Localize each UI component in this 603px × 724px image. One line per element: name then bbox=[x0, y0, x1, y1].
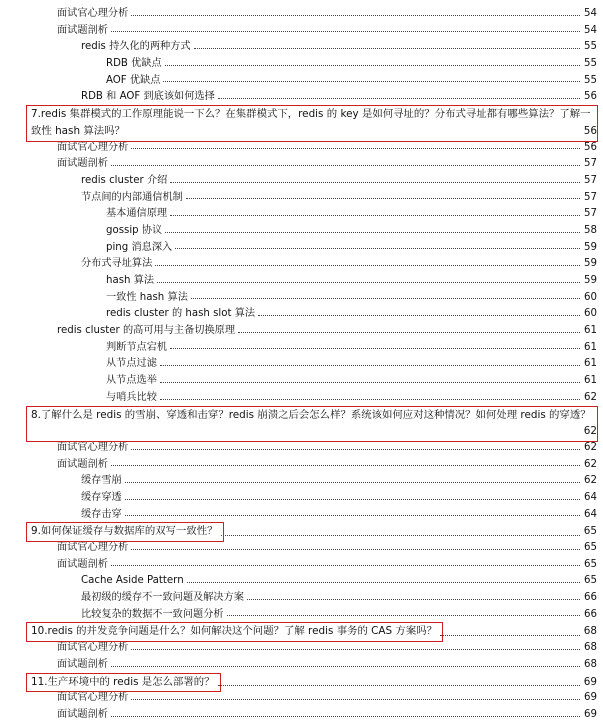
toc-entry-title: 面试题剖析 bbox=[57, 458, 108, 470]
toc-page-number: 60 bbox=[584, 291, 597, 303]
toc-page-number: 62 bbox=[584, 458, 597, 470]
toc-page-number: 59 bbox=[584, 241, 597, 253]
toc-entry-title: 面试题剖析 bbox=[57, 558, 108, 570]
toc-entry[interactable] bbox=[0, 323, 603, 340]
toc-entry-title: 面试题剖析 bbox=[57, 708, 108, 720]
dot-leader bbox=[170, 182, 580, 183]
toc-entry[interactable] bbox=[0, 6, 603, 23]
dot-leader bbox=[163, 81, 580, 82]
dot-leader bbox=[111, 165, 580, 166]
toc-page-number: 57 bbox=[584, 174, 597, 186]
dot-leader bbox=[125, 482, 580, 483]
dot-leader bbox=[125, 515, 580, 516]
toc-entry-title: redis cluster 的 hash slot 算法 bbox=[106, 308, 256, 320]
toc-entry[interactable] bbox=[0, 73, 603, 90]
toc-entry-title: 10.redis 的并发竞争问题是什么？如何解决这个问题？了解 redis 事务的 CAS 方案吗？ bbox=[31, 625, 437, 638]
dot-leader bbox=[131, 148, 580, 149]
toc-entry-title: 面试题剖析 bbox=[57, 658, 108, 670]
toc-page-number: 68 bbox=[584, 642, 597, 654]
toc-entry-title: 一致性 hash 算法 bbox=[106, 291, 188, 303]
toc-page-number: 55 bbox=[584, 74, 597, 86]
toc-entry[interactable] bbox=[0, 190, 603, 207]
toc-entry[interactable] bbox=[0, 173, 603, 190]
toc-page-number: 61 bbox=[584, 341, 597, 353]
toc-entry-title: 判断节点宕机 bbox=[106, 341, 168, 353]
toc-entry[interactable] bbox=[0, 640, 603, 657]
toc-entry-title: hash 算法 bbox=[106, 275, 155, 287]
toc-entry[interactable] bbox=[0, 56, 603, 73]
toc-page-number: 54 bbox=[584, 24, 597, 36]
toc-entry-title: redis cluster 的高可用与主备切换原理 bbox=[57, 325, 236, 337]
toc-entry[interactable] bbox=[0, 23, 603, 40]
toc-question-heading[interactable] bbox=[0, 523, 603, 540]
dot-leader bbox=[170, 348, 580, 349]
toc-page-number: 68 bbox=[584, 658, 597, 670]
dot-leader bbox=[160, 399, 580, 400]
toc-page-number: 66 bbox=[584, 608, 597, 620]
toc-entry[interactable] bbox=[0, 507, 603, 524]
toc-entry-title: 最初级的缓存不一致问题及解决方案 bbox=[81, 592, 244, 604]
toc-page-number: 57 bbox=[584, 191, 597, 203]
dot-leader bbox=[247, 599, 580, 600]
toc-entry-title: redis 持久化的两种方式 bbox=[81, 41, 191, 53]
toc-page-number: 59 bbox=[584, 275, 597, 287]
toc-page-number: 60 bbox=[584, 308, 597, 320]
toc-entry-title: 面试官心理分析 bbox=[57, 692, 129, 704]
toc-page-number: 65 bbox=[584, 558, 597, 570]
toc-page-number: 62 bbox=[584, 441, 597, 453]
toc-entry-title: 面试题剖析 bbox=[57, 158, 108, 170]
dot-leader bbox=[165, 65, 580, 66]
toc-entry[interactable] bbox=[0, 457, 603, 474]
toc-question-heading[interactable] bbox=[0, 623, 603, 640]
toc-page-number: 57 bbox=[584, 158, 597, 170]
toc-entry[interactable] bbox=[0, 240, 603, 257]
toc-page-number: 61 bbox=[584, 375, 597, 387]
toc-entry-title: 面试官心理分析 bbox=[57, 8, 129, 19]
dot-leader bbox=[218, 98, 580, 99]
toc-page-number: 62 bbox=[584, 475, 597, 487]
toc-entry[interactable] bbox=[0, 557, 603, 574]
toc-entry[interactable] bbox=[0, 690, 603, 707]
toc-page-number: 64 bbox=[584, 491, 597, 503]
toc-entry[interactable] bbox=[0, 89, 603, 106]
dot-leader bbox=[186, 198, 580, 199]
dot-leader bbox=[187, 582, 580, 583]
toc-entry-title: 面试官心理分析 bbox=[57, 642, 129, 654]
toc-entry-title: ping 消息深入 bbox=[106, 241, 173, 253]
toc-page-number: 62 bbox=[584, 391, 597, 403]
toc-page-number: 66 bbox=[584, 592, 597, 604]
dot-leader bbox=[218, 685, 580, 686]
dot-leader bbox=[111, 31, 580, 32]
toc-entry-title: 分布式寻址算法 bbox=[81, 258, 153, 270]
toc-entry[interactable] bbox=[0, 39, 603, 56]
toc-entry[interactable] bbox=[0, 657, 603, 674]
toc-entry[interactable] bbox=[0, 707, 603, 724]
toc-page-number: 57 bbox=[584, 208, 597, 220]
toc-entry-title: 节点间的内部通信机制 bbox=[81, 191, 183, 203]
dot-leader bbox=[111, 716, 580, 717]
dot-leader bbox=[111, 666, 580, 667]
toc-page-number: 54 bbox=[584, 8, 597, 19]
dot-leader bbox=[111, 465, 580, 466]
toc-entry[interactable] bbox=[0, 273, 603, 290]
toc-page-number: 65 bbox=[583, 525, 597, 538]
dot-leader bbox=[258, 315, 580, 316]
toc-entry-title: 7.redis 集群模式的工作原理能说一下么？在集群模式下，redis 的 key 是如何寻址的？分布式寻址都有哪些算法？了解一致性 hash 算法吗？ bbox=[31, 108, 591, 137]
toc-page-number: 61 bbox=[584, 325, 597, 337]
toc-entry-title: 11.生产环境中的 redis 是怎么部署的？ bbox=[31, 675, 215, 688]
toc-entry[interactable] bbox=[0, 440, 603, 457]
toc-entry-title: 比较复杂的数据不一致问题分析 bbox=[81, 608, 224, 620]
toc-entry-title: 8.了解什么是 redis 的雪崩、穿透和击穿？redis 崩溃之后会怎么样？系统该如何应对这种情况？如何处理 redis 的穿透？ bbox=[31, 408, 591, 421]
dot-leader bbox=[131, 699, 580, 700]
toc-page-number: 59 bbox=[584, 258, 597, 270]
dot-leader bbox=[165, 232, 580, 233]
toc-entry-title: 面试官心理分析 bbox=[57, 141, 129, 153]
toc-entry-title: AOF 优缺点 bbox=[106, 74, 161, 86]
toc-entry[interactable] bbox=[0, 340, 603, 357]
toc-entry[interactable] bbox=[0, 573, 603, 590]
dot-leader bbox=[155, 265, 580, 266]
toc-entry[interactable] bbox=[0, 156, 603, 173]
dot-leader bbox=[194, 48, 580, 49]
dot-leader bbox=[131, 549, 580, 550]
toc-entry-title: 从节点选举 bbox=[106, 375, 157, 387]
toc-entry-title: 与哨兵比较 bbox=[106, 391, 157, 403]
toc-page-number: 69 bbox=[583, 675, 597, 688]
toc-question-heading[interactable] bbox=[0, 674, 603, 691]
toc-entry-title: 从节点过滤 bbox=[106, 358, 157, 370]
toc-entry-title: 9.如何保证缓存与数据库的双写一致性？ bbox=[31, 525, 218, 538]
toc-entry[interactable] bbox=[0, 373, 603, 390]
dot-leader bbox=[238, 332, 580, 333]
toc-entry[interactable] bbox=[0, 256, 603, 273]
toc-entry-title: RDB 优缺点 bbox=[106, 58, 162, 70]
toc-entry[interactable] bbox=[0, 356, 603, 373]
toc-entry-title: 缓存击穿 bbox=[81, 508, 122, 520]
toc-entry[interactable] bbox=[0, 223, 603, 240]
toc-page-number: 61 bbox=[584, 358, 597, 370]
toc-entry[interactable] bbox=[0, 473, 603, 490]
dot-leader bbox=[160, 382, 580, 383]
dot-leader bbox=[160, 365, 580, 366]
toc-page-number: 65 bbox=[584, 575, 597, 587]
toc-page-number: 56 bbox=[584, 141, 597, 153]
toc-page-number: 55 bbox=[584, 58, 597, 70]
toc-page-number: 64 bbox=[584, 508, 597, 520]
toc-entry-title: RDB 和 AOF 到底该如何选择 bbox=[81, 91, 215, 103]
toc-page-number: 65 bbox=[584, 542, 597, 554]
toc-entry-title: 面试官心理分析 bbox=[57, 441, 129, 453]
toc-question-heading[interactable] bbox=[0, 407, 603, 440]
toc-entry[interactable] bbox=[0, 206, 603, 223]
dot-leader bbox=[227, 615, 580, 616]
toc-entry-title: 缓存穿透 bbox=[81, 491, 122, 503]
toc-entry[interactable] bbox=[0, 290, 603, 307]
dot-leader bbox=[170, 215, 580, 216]
toc-page-number: 58 bbox=[584, 224, 597, 236]
dot-leader bbox=[191, 298, 580, 299]
toc-entry[interactable] bbox=[0, 590, 603, 607]
dot-leader bbox=[111, 565, 580, 566]
dot-leader bbox=[221, 535, 580, 536]
toc-entry[interactable] bbox=[0, 607, 603, 624]
toc-page-number: 62 bbox=[583, 425, 597, 438]
dot-leader bbox=[131, 449, 580, 450]
toc-page-number: 69 bbox=[584, 708, 597, 720]
dot-leader bbox=[131, 649, 580, 650]
toc-entry[interactable] bbox=[0, 306, 603, 323]
dot-leader bbox=[440, 635, 580, 636]
toc-entry[interactable] bbox=[0, 540, 603, 557]
dot-leader bbox=[157, 282, 580, 283]
toc-entry[interactable] bbox=[0, 490, 603, 507]
dot-leader bbox=[175, 248, 580, 249]
toc-entry-title: Cache Aside Pattern bbox=[81, 575, 184, 587]
dot-leader bbox=[125, 499, 580, 500]
toc-page-number: 55 bbox=[584, 41, 597, 53]
toc-page-number: 56 bbox=[583, 124, 597, 137]
dot-leader bbox=[131, 15, 580, 16]
toc-entry[interactable] bbox=[0, 390, 603, 407]
toc-page-number: 68 bbox=[583, 625, 597, 638]
table-of-contents bbox=[0, 6, 603, 724]
toc-entry-title: 面试题剖析 bbox=[57, 24, 108, 36]
toc-page-number: 69 bbox=[584, 692, 597, 704]
toc-entry-title: 基本通信原理 bbox=[106, 208, 168, 220]
toc-entry-title: redis cluster 介绍 bbox=[81, 174, 168, 186]
toc-entry-title: 缓存雪崩 bbox=[81, 475, 122, 487]
toc-question-heading[interactable] bbox=[0, 106, 603, 139]
toc-entry-title: 面试官心理分析 bbox=[57, 542, 129, 554]
toc-page-number: 56 bbox=[584, 91, 597, 103]
toc-entry-title: gossip 协议 bbox=[106, 224, 163, 236]
toc-entry[interactable] bbox=[0, 140, 603, 157]
